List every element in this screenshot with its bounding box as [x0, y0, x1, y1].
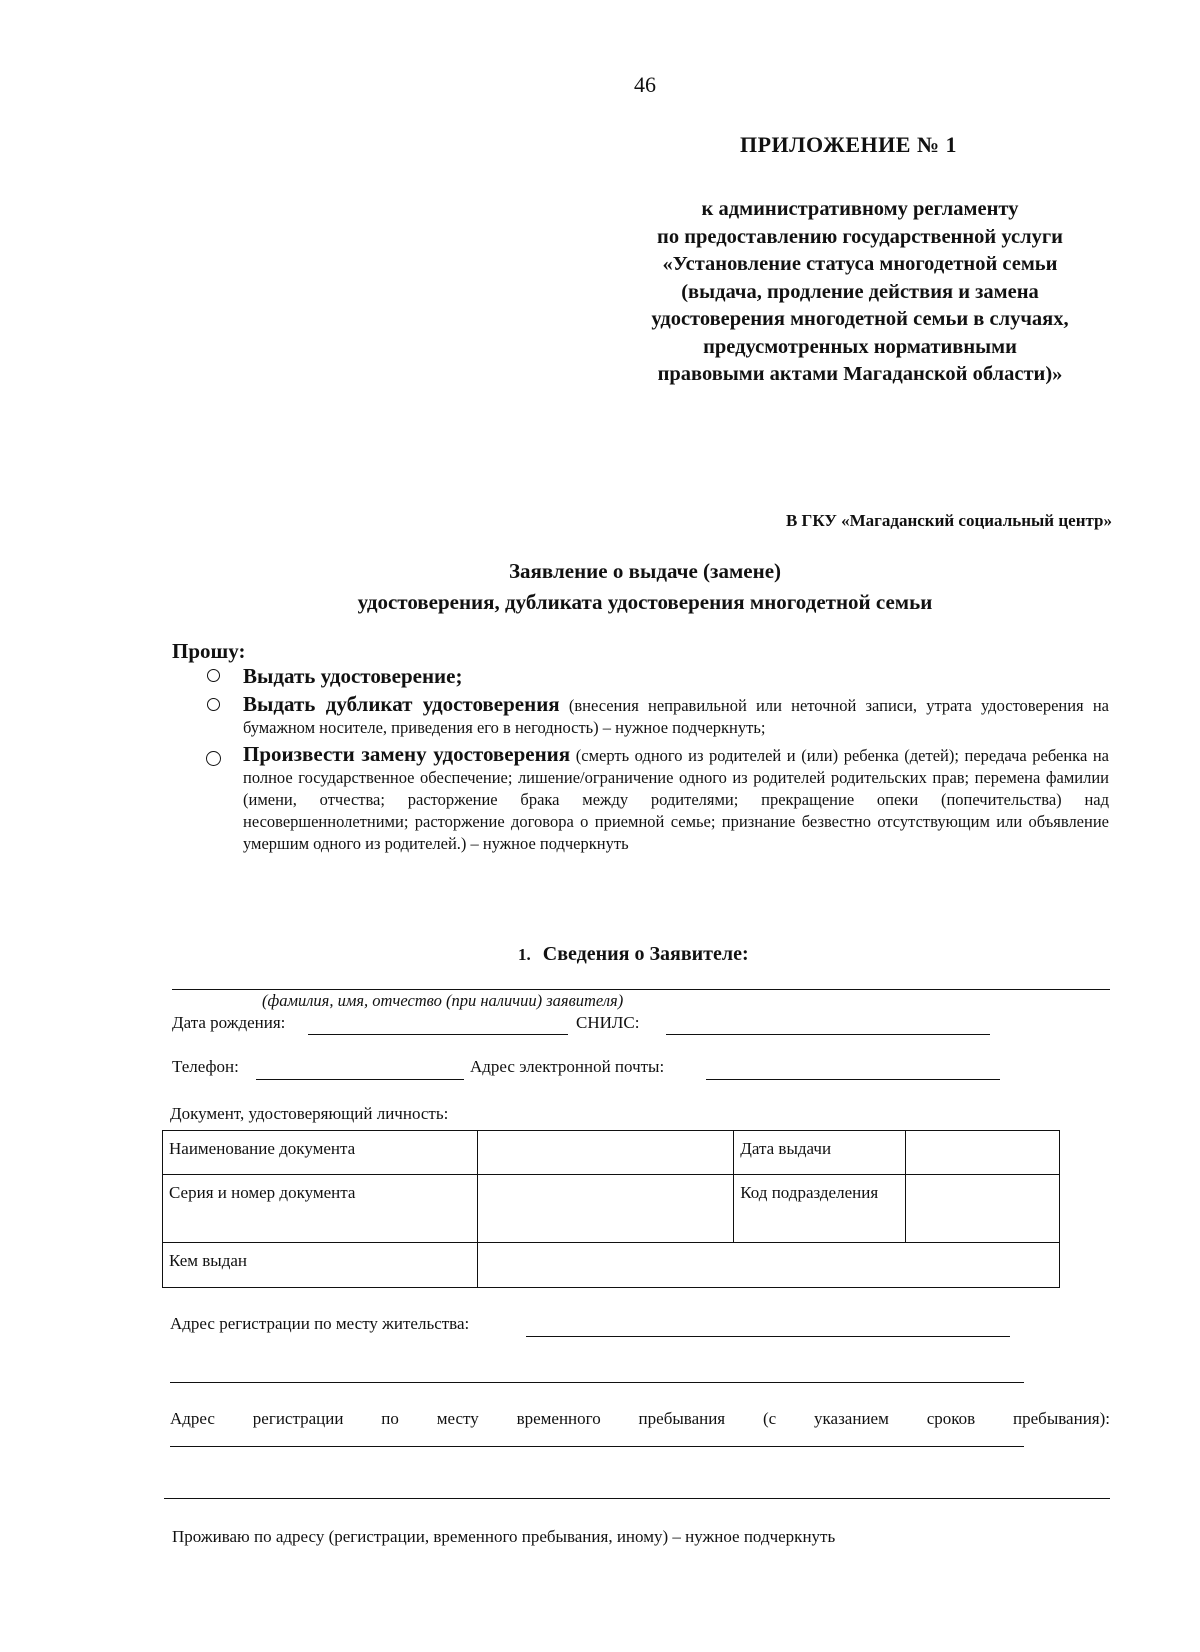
document-title [0, 556, 1200, 618]
circle-bullet-icon [207, 698, 220, 711]
option-replace[interactable] [197, 743, 1109, 855]
option-duplicate[interactable] [197, 693, 1109, 739]
option-title: Произвести замену удостоверения [243, 742, 571, 766]
issue-date-label: Дата выдачи [734, 1131, 906, 1175]
phone-field[interactable] [256, 1079, 464, 1080]
reg-address-field-line2[interactable] [170, 1382, 1024, 1383]
division-code-label: Код подразделения [734, 1175, 906, 1243]
applicant-name-line[interactable] [172, 989, 1110, 990]
snils-label: СНИЛС: [576, 1013, 640, 1032]
appendix-line: удостоверения многодетной семьи в случаях, [651, 308, 1069, 330]
id-document-label: Документ, удостоверяющий личность: [170, 1104, 449, 1123]
option-title: Выдать дубликат удостоверения [243, 692, 560, 716]
appendix-line: по предоставлению государственной услуги [657, 225, 1063, 248]
doc-name-cell[interactable] [477, 1131, 734, 1175]
option-note: (смерть одного из родителей и (или) ребенка (детей); передача ребенка на полное государственное обеспечение; лишение/ограничение одного из родителей родительских прав; перемена фамилии (имени, отчества; расторжение брака между родителями; прекращение опеки (попечительства) над несовершеннолетними; расторжение договора о приемной семье; признание безвестно отсутствующим или объявление умершим одного из родителей.) – нужное подчеркнуть [243, 746, 1110, 853]
reg-address-label: Адрес регистрации по месту жительства: [170, 1314, 470, 1333]
doc-name-label: Наименование документа [163, 1131, 478, 1175]
series-number-cell[interactable] [477, 1175, 734, 1243]
page-number: 46 [634, 72, 656, 97]
email-label: Адрес электронной почты: [470, 1057, 665, 1076]
issued-by-label: Кем выдан [163, 1243, 478, 1288]
series-number-label: Серия и номер документа [163, 1175, 478, 1243]
option-note: (внесения неправильной или неточной записи, утрата удостоверения на бумажном носителе, приведения его в негодность) – нужное подчеркнуть; [243, 696, 1109, 737]
appendix-line: предусмотренных нормативными [703, 335, 1017, 358]
issued-by-cell[interactable] [477, 1243, 1059, 1288]
request-options [197, 664, 1109, 859]
request-label: Прошу: [172, 639, 246, 663]
division-code-cell[interactable] [906, 1175, 1060, 1243]
recipient: В ГКУ «Магаданский социальный центр» [785, 511, 1112, 530]
appendix-line: правовыми актами Магаданской области)» [657, 363, 1063, 385]
section-title-text: Сведения о Заявителе: [542, 943, 749, 965]
option-title: Выдать удостоверение; [243, 664, 463, 688]
birth-date-label: Дата рождения: [172, 1013, 286, 1032]
id-document-table [162, 1130, 1060, 1288]
appendix-title: ПРИЛОЖЕНИЕ № 1 [740, 132, 958, 157]
document-title-line2: удостоверения, дубликата удостоверения многодетной семьи [357, 590, 933, 614]
birth-date-field[interactable] [308, 1034, 568, 1035]
document-title-line1: Заявление о выдаче (замене) [508, 559, 782, 583]
temp-address-field[interactable] [170, 1446, 1024, 1447]
phone-label: Телефон: [172, 1057, 239, 1076]
reg-address-field[interactable] [526, 1336, 1010, 1337]
section-number: 1. [518, 945, 531, 964]
circle-bullet-icon [207, 669, 220, 682]
snils-field[interactable] [666, 1034, 990, 1035]
temp-address-field-line2[interactable] [164, 1498, 1110, 1499]
applicant-name-hint: (фамилия, имя, отчество (при наличии) заявителя) [262, 991, 624, 1010]
residence-note: Проживаю по адресу (регистрации, временного пребывания, иному) – нужное подчеркнуть [172, 1527, 836, 1546]
appendix-line: (выдача, продление действия и замена [681, 280, 1039, 303]
circle-bullet-icon [206, 751, 221, 766]
appendix-line: «Установление статуса многодетной семьи [662, 253, 1058, 275]
issue-date-cell[interactable] [906, 1131, 1060, 1175]
option-issue[interactable] [197, 664, 1109, 689]
section-1-title [518, 943, 749, 966]
appendix-line: к административному регламенту [701, 198, 1019, 220]
temp-address-label: Адрес регистрации по месту временного пребывания (с указанием сроков пребывания): [170, 1409, 1110, 1428]
email-field[interactable] [706, 1079, 1000, 1080]
appendix-subtitle [600, 196, 1120, 389]
